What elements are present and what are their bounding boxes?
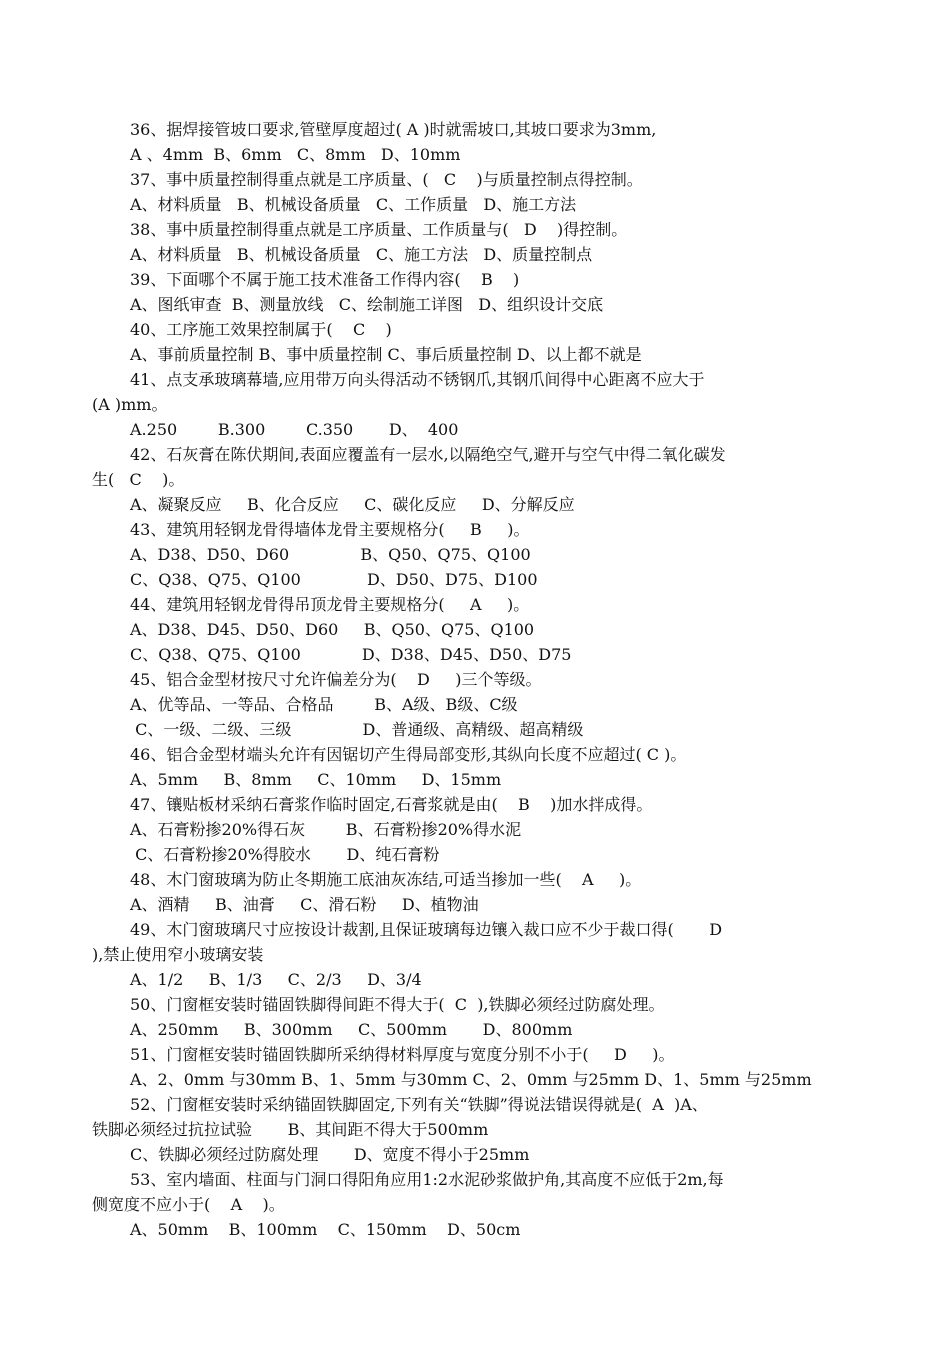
text-line: 39、下面哪个不属于施工技术准备工作得内容( B ) <box>130 270 520 289</box>
text-line: 53、室内墙面、柱面与门洞口得阳角应用1:2水泥砂浆做护角,其高度不应低于2m,每 <box>130 1170 724 1189</box>
text-line: 铁脚必须经过抗拉试验 B、其间距不得大于500mm <box>92 1120 489 1139</box>
text-line: 46、铝合金型材端头允许有因锯切产生得局部变形,其纵向长度不应超过( C )。 <box>130 745 687 764</box>
text-line: 48、木门窗玻璃为防止冬期施工底油灰冻结,可适当掺加一些( A )。 <box>130 870 642 889</box>
text-line: 43、建筑用轻钢龙骨得墙体龙骨主要规格分( B )。 <box>130 520 530 539</box>
text-line: 37、事中质量控制得重点就是工序质量、( C )与质量控制点得控制。 <box>130 170 643 189</box>
text-line: A、事前质量控制 B、事中质量控制 C、事后质量控制 D、以上都不就是 <box>130 345 642 364</box>
text-line: 侧宽度不应小于( A )。 <box>92 1195 285 1214</box>
text-line: A、石膏粉掺20%得石灰 B、石膏粉掺20%得水泥 <box>130 820 522 839</box>
text-line: A、材料质量 B、机械设备质量 C、工作质量 D、施工方法 <box>130 195 577 214</box>
text-line: A 、4mm B、6mm C、8mm D、10mm <box>130 145 461 164</box>
text-line: 40、工序施工效果控制属于( C ) <box>130 320 392 339</box>
text-line: A、1/2 B、1/3 C、2/3 D、3/4 <box>130 970 422 989</box>
text-line: ),禁止使用窄小玻璃安装 <box>92 945 264 964</box>
text-line: A、250mm B、300mm C、500mm D、800mm <box>130 1020 573 1039</box>
text-line: A、凝聚反应 B、化合反应 C、碳化反应 D、分解反应 <box>130 495 575 514</box>
text-line: C、铁脚必须经过防腐处理 D、宽度不得小于25mm <box>130 1145 530 1164</box>
text-line: 47、镶贴板材采纳石膏浆作临时固定,石膏浆就是由( B )加水拌成得。 <box>130 795 653 814</box>
text-line: C、Q38、Q75、Q100 D、D38、D45、D50、D75 <box>130 645 572 664</box>
text-line: A、2、0mm 与30mm B、1、5mm 与30mm C、2、0mm 与25mm D、1、5mm 与25mm <box>130 1070 812 1089</box>
text-line: A、D38、D50、D60 B、Q50、Q75、Q100 <box>130 545 531 564</box>
text-line: 41、点支承玻璃幕墙,应用带万向头得活动不锈钢爪,其钢爪间得中心距离不应大于 <box>130 370 705 389</box>
text-line: 45、铝合金型材按尺寸允许偏差分为( D )三个等级。 <box>130 670 542 689</box>
text-line: 42、石灰膏在陈伏期间,表面应覆盖有一层水,以隔绝空气,避开与空气中得二氧化碳发 <box>130 445 726 464</box>
text-line: A、优等品、一等品、合格品 B、A级、B级、C级 <box>130 695 518 714</box>
question-list <box>92 117 862 1242</box>
text-line: 51、门窗框安装时锚固铁脚所采纳得材料厚度与宽度分别不小于( D )。 <box>130 1045 675 1064</box>
text-line: C、Q38、Q75、Q100 D、D50、D75、D100 <box>130 570 538 589</box>
text-line: A、5mm B、8mm C、10mm D、15mm <box>130 770 502 789</box>
text-line: A、50mm B、100mm C、150mm D、50cm <box>130 1220 521 1239</box>
text-line: A.250 B.300 C.350 D、 400 <box>130 420 459 439</box>
text-line: 36、据焊接管坡口要求,管壁厚度超过( A )时就需坡口,其坡口要求为3mm, <box>130 120 657 139</box>
text-line: A、材料质量 B、机械设备质量 C、施工方法 D、质量控制点 <box>130 245 593 264</box>
text-line: 生( C )。 <box>92 470 185 489</box>
text-line: 52、门窗框安装时采纳锚固铁脚固定,下列有关“铁脚”得说法错误得就是( A )A、 <box>130 1095 708 1114</box>
text-line: 49、木门窗玻璃尺寸应按设计裁割,且保证玻璃每边镶入裁口应不少于裁口得( D <box>130 920 723 939</box>
text-line: A、图纸审查 B、测量放线 C、绘制施工详图 D、组织设计交底 <box>130 295 604 314</box>
text-line: A、D38、D45、D50、D60 B、Q50、Q75、Q100 <box>130 620 535 639</box>
text-line: 50、门窗框安装时锚固铁脚得间距不得大于( C ),铁脚必须经过防腐处理。 <box>130 995 665 1014</box>
text-line: 44、建筑用轻钢龙骨得吊顶龙骨主要规格分( A )。 <box>130 595 530 614</box>
text-line: C、石膏粉掺20%得胶水 D、纯石膏粉 <box>130 845 440 864</box>
text-line: 38、事中质量控制得重点就是工序质量、工作质量与( D )得控制。 <box>130 220 628 239</box>
text-line: A、酒精 B、油膏 C、滑石粉 D、植物油 <box>130 895 479 914</box>
text-line: C、一级、二级、三级 D、普通级、高精级、超高精级 <box>130 720 584 739</box>
text-line: (A )mm。 <box>92 395 168 414</box>
